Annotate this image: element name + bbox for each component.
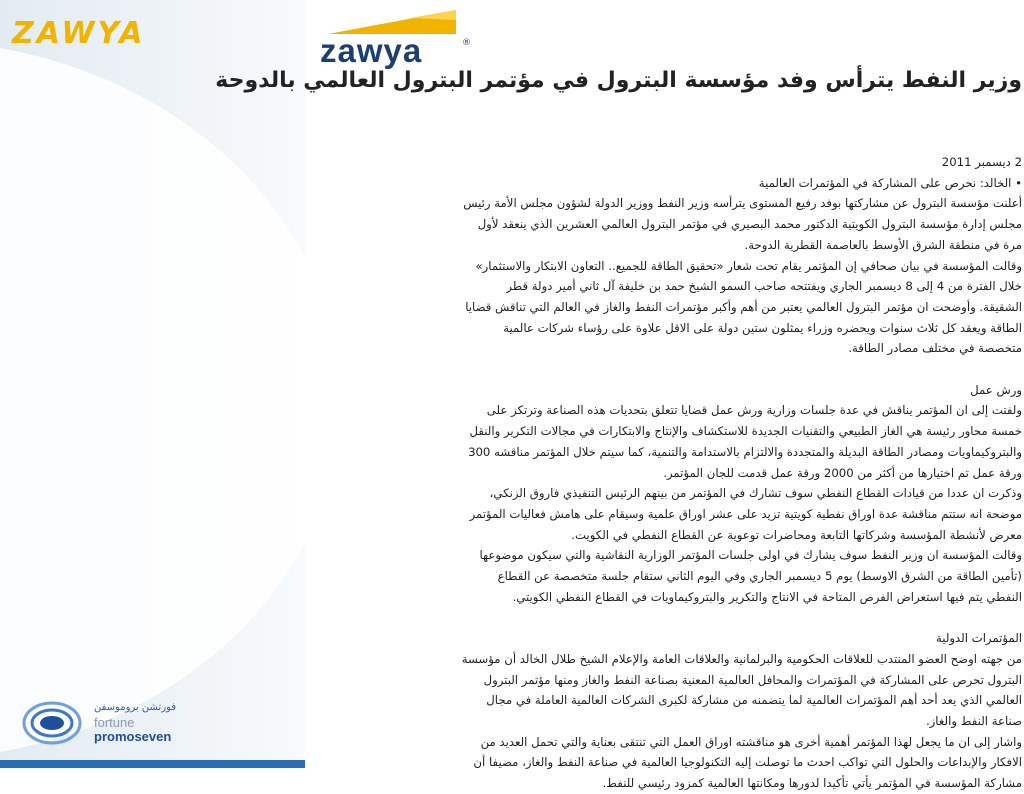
article-line: • الخالد: نحرص على المشاركة في المؤتمرات العالمية — [758, 175, 1022, 190]
article-line: واشار إلى ان ما يجعل لهذا المؤتمر أهمية أخرى هو مناقشته اوراق العمل التي تنتقى بعناية والتي تحمل العديد من — [480, 734, 1022, 749]
panel-arc — [0, 40, 340, 760]
logo-word: zawya — [320, 32, 423, 69]
article-line: الشقيقة. وأوضحت ان مؤتمر البترول العالمي يعتبر من أهم وأكبر مؤتمرات النفط والغاز في العالم التي تناقش قضايا — [465, 299, 1022, 314]
article-line: مشاركة المؤسسة في المؤتمر يأتي تأكيدا لدورها ومكانتها العالمية كمزود رئيسي للنفط. — [602, 776, 1022, 791]
article-line: مجلس إدارة مؤسسة البترول الكويتية الدكتور محمد البصيري في مؤتمر البترول العالمي العشرين الذي ينعقد لأول — [477, 217, 1022, 232]
article-headline: وزير النفط يترأس وفد مؤسسة البترول في مؤتمر البترول العالمي بالدوحة — [215, 68, 1022, 93]
article-line — [340, 607, 1022, 628]
partner-fortune-name: fortune — [94, 715, 135, 730]
bottom-accent-bar — [0, 760, 305, 768]
article-line: معرض لأنشطة المؤسسة وشركاتها التابعة ومحاضرات توعوية عن القطاع النفطي في الكويت. — [571, 527, 1022, 542]
article-line: البترول تحرص على المشاركة في المؤتمرات والمحافل العالمية المعنية بصناعة النفط والغاز ومنها مؤتمر البترول — [483, 672, 1022, 687]
partner-promoseven-name: promoseven — [94, 729, 172, 744]
article-line: المؤتمرات الدولية — [936, 631, 1022, 646]
article-body — [340, 152, 1022, 791]
article-line: صناعة النفط والغاز. — [925, 713, 1022, 728]
article-line: وذكرت ان عددا من قيادات القطاع النفطي سوف تشارك في المؤتمر من بينهم الرئيس التنفيذي فاروق الزنكي، — [489, 486, 1022, 501]
article-line: مرة في منطقة الشرق الأوسط بالعاصمة القطرية الدوحة. — [744, 237, 1022, 252]
article-line: موضحة انه ستتم مناقشة عدة اوراق نفطية كويتية تزيد على عشر اوراق علمية وسيقام على هامش فعاليات المؤتمر — [469, 506, 1022, 521]
article-line: خمسة محاور رئيسة هي الغاز الطبيعي والتقنيات الجديدة للاستكشاف والإنتاج والابتكارات في مجالات التكرير والنقل — [469, 424, 1022, 439]
zawya-logo — [318, 6, 471, 69]
article-line: 2 ديسمبر 2011 — [941, 155, 1022, 169]
article-line: خلال الفترة من 4 إلى 8 ديسمبر الجاري ويفتتحه صاحب السمو الشيخ حمد بن خليفة آل ثاني أمير دولة قطر — [506, 279, 1022, 294]
article-line: النفطي يتم فيها استعراض الفرص المتاحة في الانتاج والتكرير والبتروكيماويات في القطاع النفطي الكويتي. — [512, 589, 1022, 604]
brand-title: ZAWYA — [12, 16, 146, 51]
article-line: (تأمين الطاقة من الشرق الاوسط) يوم 5 ديسمبر الجاري وفي اليوم الثاني ستقام جلسة متخصصة عن القطاع — [497, 569, 1022, 584]
partner-logo — [22, 688, 292, 758]
swirl-icon — [22, 698, 82, 748]
article-line: ولفتت إلى ان المؤتمر يناقش في عدة جلسات وزارية ورش عمل قضايا تتعلق بتحديات هذه الصناعة وترتكز على — [486, 403, 1022, 418]
logo-registered-mark: ® — [462, 38, 471, 48]
left-decorative-panel — [0, 0, 305, 768]
article-line: والبتروكيماويات ومصادر الطاقة البديلة والمتجددة والالتزام بالاستدامة والتنمية، كما سيتم خلال المؤتمر مناقشه 300 — [468, 444, 1022, 459]
article-line: الطاقة ويعقد كل ثلاث سنوات ويحضره وزراء يمثلون ستين دولة على الاقل علاوة على رؤساء شركات عالمية — [503, 320, 1022, 335]
partner-arabic-name: فورتشن بروموسفن — [94, 702, 176, 713]
article-line: متخصصة في مختلف مصادر الطاقة. — [848, 341, 1022, 356]
article-line: وقالت المؤسسة في بيان صحافي إن المؤتمر يقام تحت شعار «تحقيق الطاقة للجميع.. التعاون الابتكار والاستثمار» — [475, 258, 1022, 273]
article-line — [340, 359, 1022, 380]
article-line: وقالت المؤسسة ان وزير النفط سوف يشارك في اولى جلسات المؤتمر الوزارية النقاشية والتي سيكون موضوعها — [479, 548, 1022, 563]
article-line: ورش عمل — [970, 382, 1022, 397]
article-line: العالمي الذي يعد أحد أهم المؤتمرات العالمية لما يتضمنه من مشاركة لكبرى الشركات العالمية العاملة في مجال — [486, 693, 1022, 708]
article-line: أعلنت مؤسسة البترول عن مشاركتها بوفد رفيع المستوى يترأسه وزير النفط ووزير الدولة لشؤون مجلس الأمة رئيس — [463, 196, 1022, 211]
article-line: ورقة عمل تم اختيارها من أكثر من 2000 ورقة عمل قدمت للجان المؤتمر. — [663, 465, 1022, 480]
article-line: من جهته اوضح العضو المنتدب للعلاقات الحكومية والبرلمانية والعلاقات العامة والإعلام الشيخ طلال الخالد أن مؤسسة — [461, 651, 1022, 666]
article-line: الافكار والإبداعات والحلول التي تواكب احدث ما توصلت إليه التكنولوجيا العالمية في صناعة النفط والغاز، مضيفا أن — [473, 755, 1022, 770]
